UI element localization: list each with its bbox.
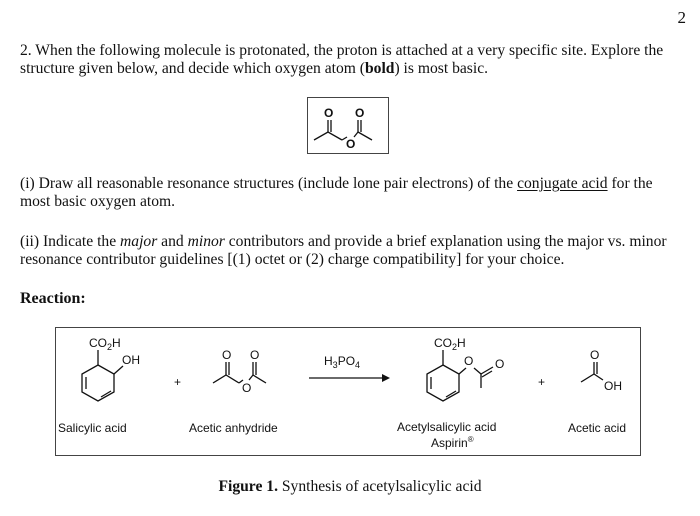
acetic-anhydride-label: Acetic anhydride [189,421,278,435]
reagent-label: $H_3PO_4$ [324,354,361,370]
part-ii-c: contributors and provide a brief explanation using the major vs. minor resonance contributor guidelines [(1) octet or (2) charge compatibility] for your choice. [20,233,667,268]
acetic-acid-structure [581,348,622,393]
reaction-arrow [309,374,390,382]
part-i-underlined: conjugate acid [517,175,608,192]
anhydride-o3: O [242,381,252,395]
acetic-acid-o: O [590,348,600,362]
salicylic-acid-structure [82,336,140,401]
acetic-acid-oh: OH [604,379,622,393]
part-ii-text [20,233,685,269]
question-prefix: 2. When the following molecule is protonated, the proton is attached at a very specific site. Explore the structure given below, and decide which oxygen atom ( [20,42,664,77]
part-i-text [20,175,685,211]
caption-bold: Figure 1. [218,478,278,495]
salicylic-acid-label: Salicylic acid [58,421,127,435]
acetylsalicylic-acid-structure [427,336,504,401]
acetic-anhydride-reactant-structure [213,348,266,395]
reaction-scheme [56,328,640,455]
question-text [20,42,685,78]
anhydride-o2: O [250,348,260,362]
plus-1: + [174,375,182,389]
ester-oxygen: O [464,354,474,368]
carbonyl-oxygen-right: O [355,106,365,120]
co2h-label: $CO_2H$ [89,336,121,352]
part-ii-minor: minor [187,233,225,250]
part-i-prefix: (i) Draw all reasonable resonance structures (include lone pair electrons) of the [20,175,518,192]
figure-caption [0,478,700,496]
acetic-anhydride-structure [308,98,388,153]
aspirin-co2h-label: $CO_2H$ [434,336,466,352]
bridging-oxygen: O [346,137,356,151]
carbonyl-oxygen-left: O [324,106,334,120]
reaction-scheme-box [55,327,641,456]
part-ii-b: and [157,233,188,250]
part-ii-major: major [120,233,158,250]
plus-2: + [538,375,546,389]
question-suffix: ) is most basic. [394,60,489,77]
registered-mark: ® [467,435,474,444]
aspirin-name: Aspirin [431,436,468,450]
question-bold: bold [364,60,395,77]
caption-text: Synthesis of acetylsalicylic acid [277,478,482,495]
part-i-suffix: for the most basic oxygen atom. [20,175,653,210]
oh-label: OH [122,353,140,367]
page-number: 2 [677,8,686,27]
aspirin-carbonyl-oxygen: O [495,357,505,371]
anhydride-o1: O [222,348,232,362]
part-ii-a: (ii) Indicate the [20,233,121,250]
acetylsalicylic-acid-label: Acetylsalicylic acid [397,420,497,434]
acetic-acid-label: Acetic acid [568,421,627,435]
reaction-heading: Reaction: [20,290,86,307]
aspirin-label [431,435,474,450]
anhydride-structure-box [307,97,389,154]
